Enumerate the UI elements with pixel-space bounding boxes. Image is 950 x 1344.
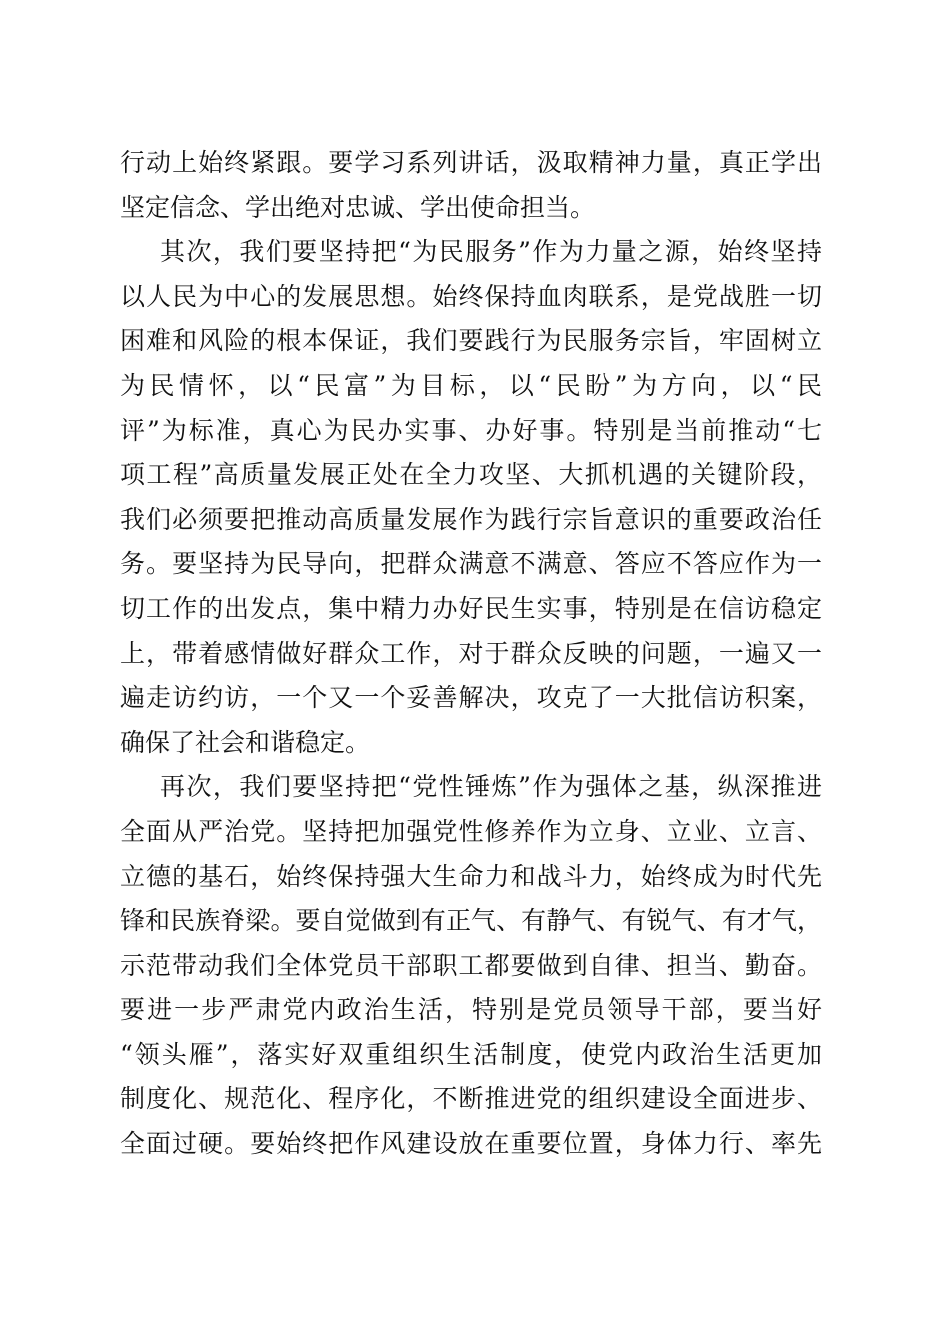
text-line: 要进一步严肃党内政治生活，特别是党员领导干部，要当好 <box>120 995 822 1025</box>
text-line: “领头雁”，落实好双重组织生活制度，使党内政治生活更加 <box>120 1039 822 1069</box>
text-line: 再次，我们要坚持把“党性锤炼”作为强体之基，纵深推进 <box>160 772 822 802</box>
text-line: 全面从严治党。坚持把加强党性修养作为立身、立业、立言、 <box>120 816 822 846</box>
text-line: 以人民为中心的发展思想。始终保持血肉联系，是党战胜一切 <box>120 281 822 311</box>
text-line: 制度化、规范化、程序化，不断推进党的组织建设全面进步、 <box>120 1084 822 1114</box>
text-line: 评”为标准，真心为民办实事、办好事。特别是当前推动“七 <box>120 415 822 445</box>
text-line: 行动上始终紧跟。要学习系列讲话，汲取精神力量，真正学出 <box>120 148 822 177</box>
text-line: 务。要坚持为民导向，把群众满意不满意、答应不答应作为一 <box>120 549 822 579</box>
text-line: 为民情怀，以“民富”为目标，以“民盼”为方向，以“民 <box>120 370 822 400</box>
text-line: 立德的基石，始终保持强大生命力和战斗力，始终成为时代先 <box>120 861 822 891</box>
text-line: 项工程”高质量发展正处在全力攻坚、大抓机遇的关键阶段， <box>120 460 822 490</box>
document-body <box>120 145 822 1171</box>
text-line: 遍走访约访，一个又一个妥善解决，攻克了一大批信访积案， <box>120 683 822 713</box>
text-line: 上，带着感情做好群众工作，对于群众反映的问题，一遍又一 <box>120 638 822 668</box>
text-line: 示范带动我们全体党员干部职工都要做到自律、担当、勤奋。 <box>120 950 822 980</box>
text-line: 其次，我们要坚持把“为民服务”作为力量之源，始终坚持 <box>160 237 822 267</box>
text-line: 坚定信念、学出绝对忠诚、学出使命担当。 <box>120 192 596 222</box>
text-line: 切工作的出发点，集中精力办好民生实事，特别是在信访稳定 <box>120 593 822 623</box>
text-line: 锋和民族脊梁。要自觉做到有正气、有静气、有锐气、有才气， <box>120 906 822 936</box>
text-line: 确保了社会和谐稳定。 <box>120 727 371 757</box>
text-line: 全面过硬。要始终把作风建设放在重要位置，身体力行、率先 <box>120 1129 822 1159</box>
text-line: 困难和风险的根本保证，我们要践行为民服务宗旨，牢固树立 <box>120 326 822 356</box>
text-line: 我们必须要把推动高质量发展作为践行宗旨意识的重要政治任 <box>120 504 822 534</box>
